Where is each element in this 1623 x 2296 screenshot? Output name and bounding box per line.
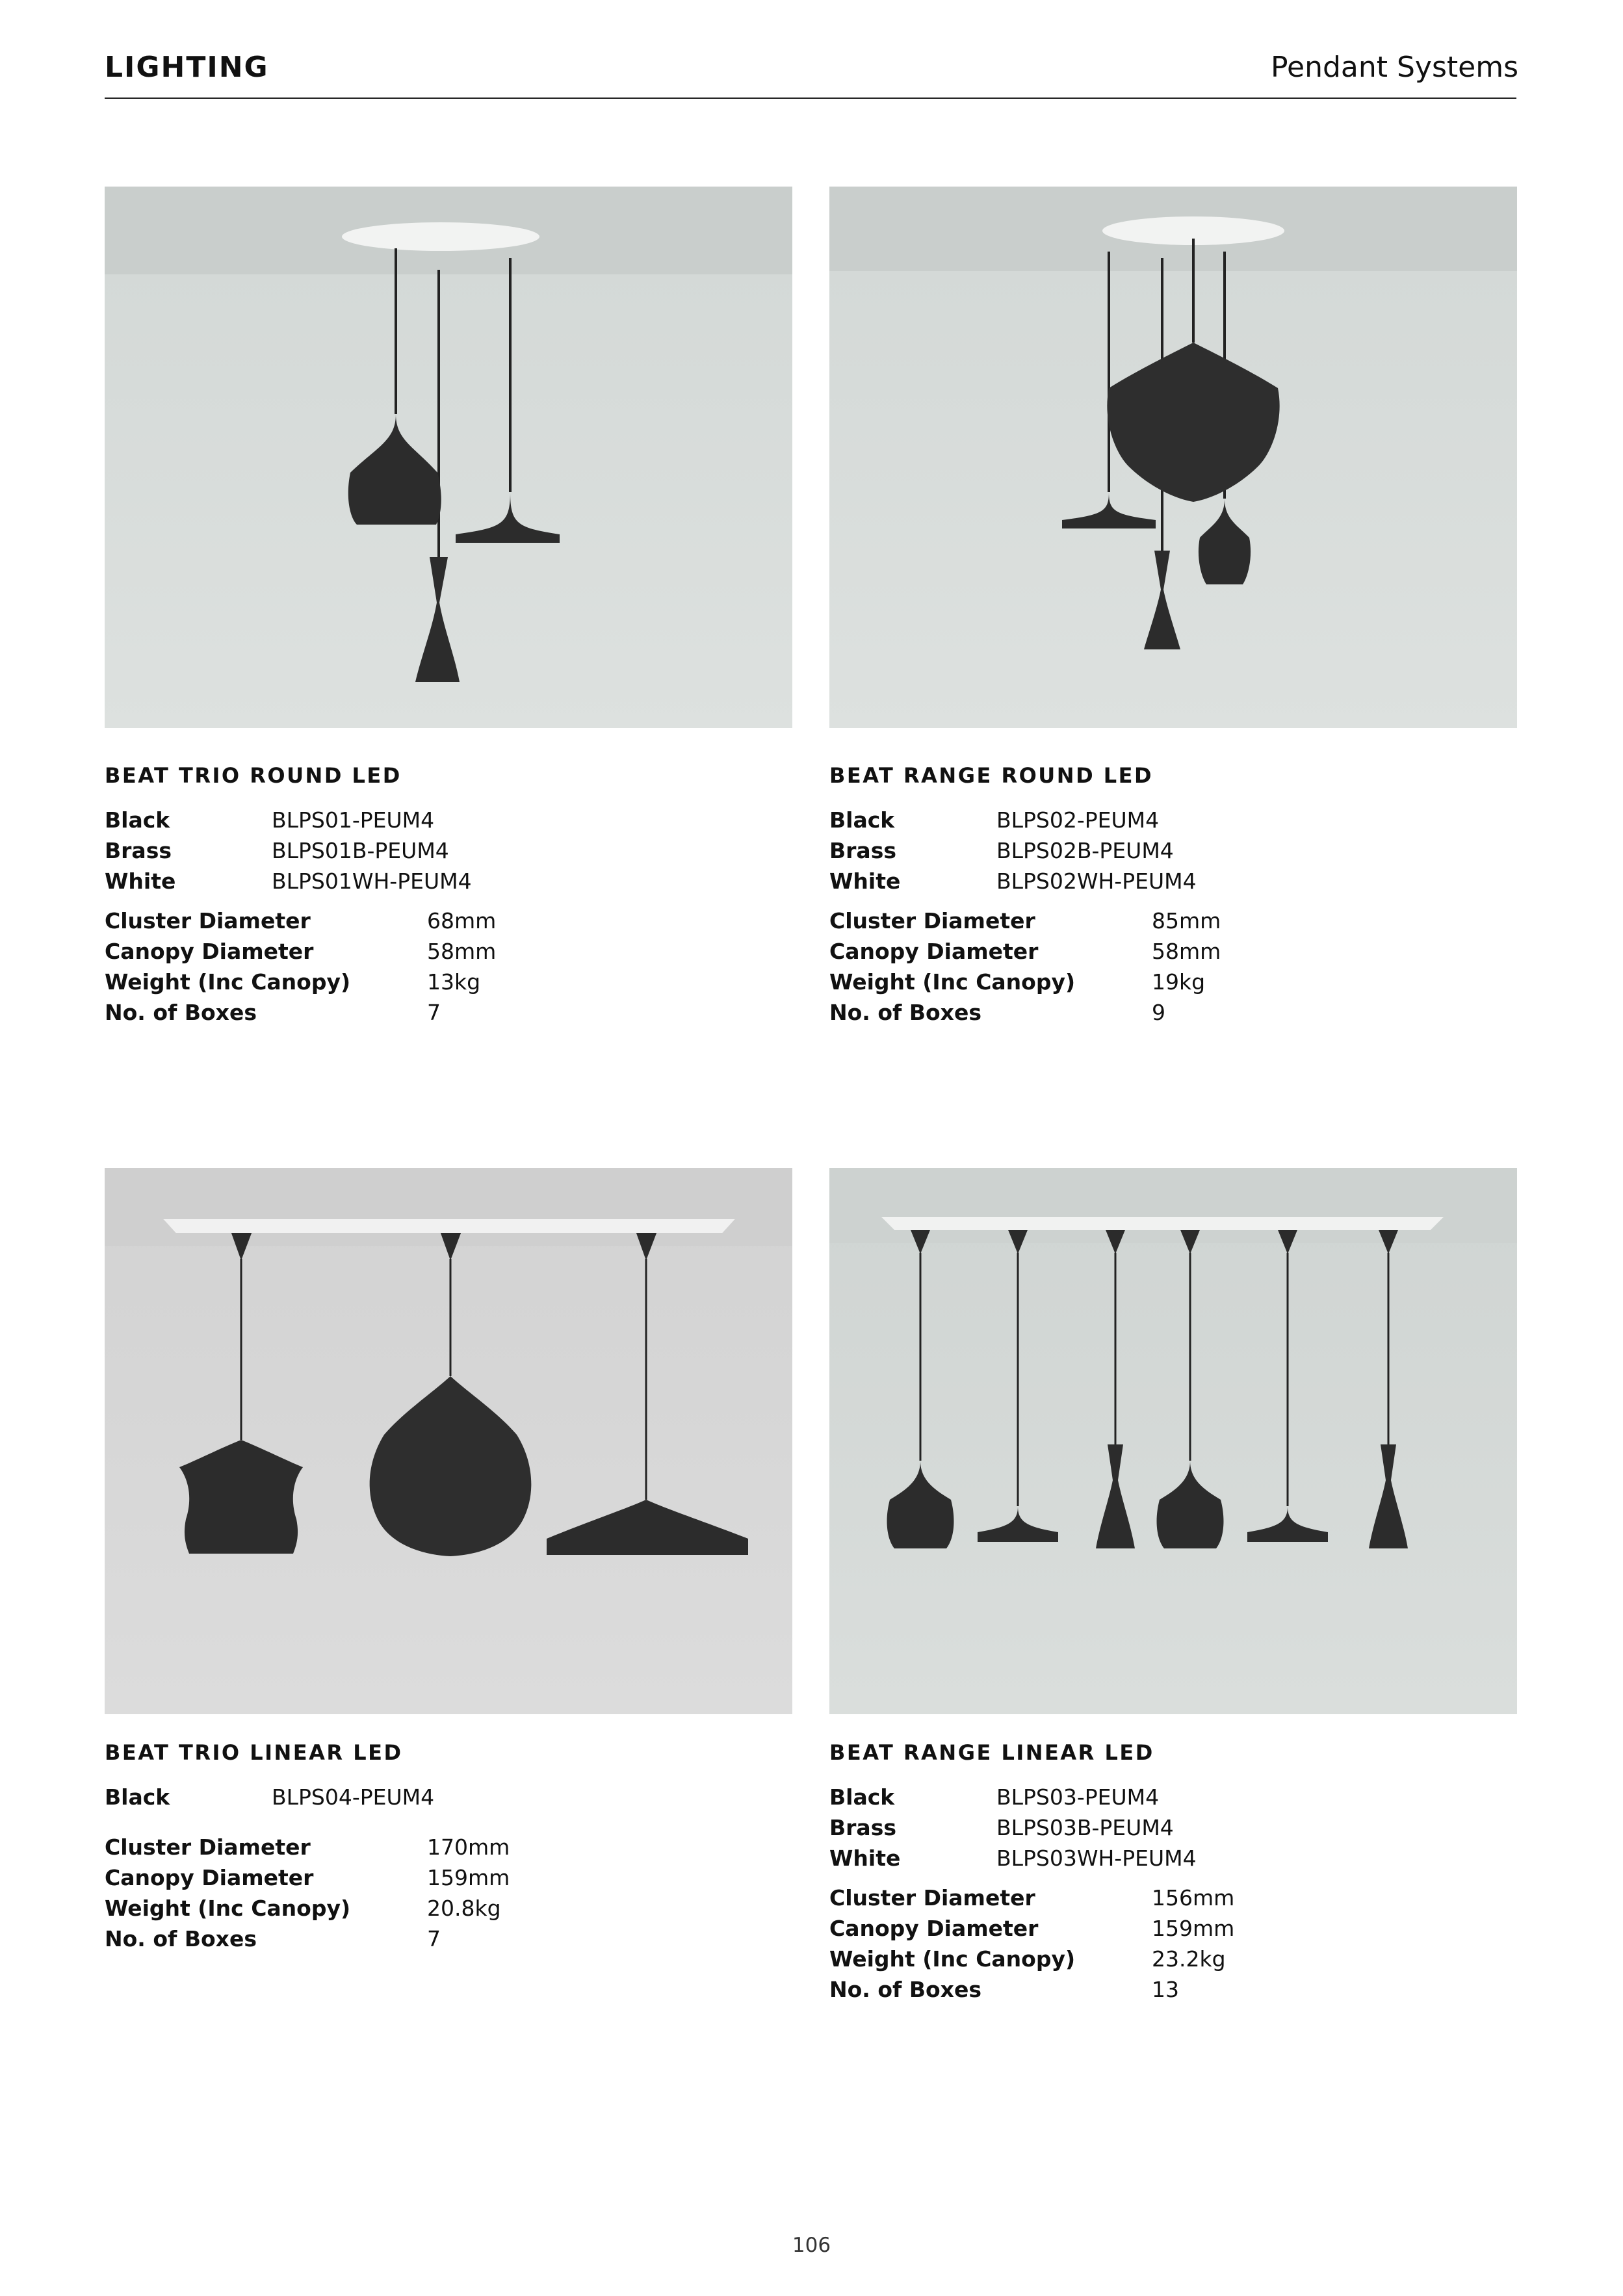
product-code: BLPS01WH-PEUM4 xyxy=(272,868,472,894)
section-title: LIGHTING xyxy=(105,51,269,84)
finish-row xyxy=(829,1815,1517,1846)
finish-label: White xyxy=(829,868,901,894)
finish-label: Black xyxy=(829,807,895,833)
spec-label: Weight (Inc Canopy) xyxy=(105,1896,351,1921)
finish-row xyxy=(105,838,792,868)
finish-row xyxy=(105,807,792,838)
spec-list xyxy=(105,908,792,1030)
finish-codes xyxy=(105,1784,792,1815)
spec-label: Canopy Diameter xyxy=(105,1865,314,1890)
finish-label: Black xyxy=(105,807,170,833)
spec-label: Cluster Diameter xyxy=(829,1885,1035,1911)
spec-label: Weight (Inc Canopy) xyxy=(829,1946,1076,1972)
spec-row xyxy=(105,1896,792,1926)
page-number: 106 xyxy=(792,2234,831,2257)
finish-row xyxy=(829,1784,1517,1815)
product-code: BLPS01-PEUM4 xyxy=(272,807,435,833)
product-title: BEAT TRIO LINEAR LED xyxy=(105,1740,403,1765)
spec-value: 19kg xyxy=(1152,969,1206,995)
spec-value: 85mm xyxy=(1152,908,1221,933)
product-title: BEAT TRIO ROUND LED xyxy=(105,763,402,788)
pendant-photo xyxy=(829,187,1517,728)
spec-row xyxy=(829,1946,1517,1977)
spec-value: 58mm xyxy=(427,939,497,964)
spec-row xyxy=(105,969,792,1000)
spec-value: 58mm xyxy=(1152,939,1221,964)
spec-label: Weight (Inc Canopy) xyxy=(829,969,1076,995)
product-code: BLPS03-PEUM4 xyxy=(996,1784,1160,1810)
finish-label: Black xyxy=(829,1784,895,1810)
product-code: BLPS03B-PEUM4 xyxy=(996,1815,1174,1840)
spec-row xyxy=(829,939,1517,969)
finish-row xyxy=(829,807,1517,838)
spec-row xyxy=(829,1000,1517,1030)
spec-label: Canopy Diameter xyxy=(829,1916,1039,1941)
finish-row xyxy=(829,1846,1517,1876)
finish-label: Brass xyxy=(105,838,172,863)
pendant-photo xyxy=(829,1168,1517,1714)
product-card xyxy=(105,187,792,1058)
spec-label: Cluster Diameter xyxy=(105,1834,311,1860)
spec-label: No. of Boxes xyxy=(829,1000,981,1025)
pendant-photo xyxy=(105,187,792,728)
spec-value: 13 xyxy=(1152,1977,1179,2002)
spec-value: 170mm xyxy=(427,1834,510,1860)
spec-list xyxy=(105,1834,792,1957)
spec-label: No. of Boxes xyxy=(105,1926,257,1951)
product-code: BLPS02WH-PEUM4 xyxy=(996,868,1197,894)
spec-row xyxy=(105,1865,792,1896)
spec-value: 20.8kg xyxy=(427,1896,501,1921)
product-title: BEAT RANGE LINEAR LED xyxy=(829,1740,1154,1765)
spec-list xyxy=(829,1885,1517,2007)
product-card xyxy=(105,1168,792,2039)
product-card xyxy=(829,1168,1517,2039)
spec-row xyxy=(829,1916,1517,1946)
spec-label: Weight (Inc Canopy) xyxy=(105,969,351,995)
spec-value: 156mm xyxy=(1152,1885,1235,1911)
spec-row xyxy=(829,1977,1517,2007)
finish-row xyxy=(829,868,1517,899)
product-code: BLPS03WH-PEUM4 xyxy=(996,1846,1197,1871)
spec-row xyxy=(105,908,792,939)
spec-row xyxy=(829,969,1517,1000)
finish-codes xyxy=(829,1784,1517,1876)
finish-row xyxy=(105,1784,792,1815)
finish-row xyxy=(105,868,792,899)
product-code: BLPS02-PEUM4 xyxy=(996,807,1160,833)
spec-label: No. of Boxes xyxy=(105,1000,257,1025)
spec-value: 13kg xyxy=(427,969,481,995)
finish-codes xyxy=(829,807,1517,899)
spec-list xyxy=(829,908,1517,1030)
spec-value: 159mm xyxy=(427,1865,510,1890)
spec-row xyxy=(105,939,792,969)
spec-label: Cluster Diameter xyxy=(105,908,311,933)
spec-value: 23.2kg xyxy=(1152,1946,1226,1972)
finish-label: Black xyxy=(105,1784,170,1810)
finish-label: Brass xyxy=(829,838,896,863)
finish-label: White xyxy=(105,868,176,894)
spec-value: 159mm xyxy=(1152,1916,1235,1941)
finish-label: White xyxy=(829,1846,901,1871)
spec-value: 7 xyxy=(427,1926,441,1951)
spec-row xyxy=(105,1834,792,1865)
header-divider xyxy=(105,98,1516,99)
product-card xyxy=(829,187,1517,1058)
spec-value: 7 xyxy=(427,1000,441,1025)
spec-label: No. of Boxes xyxy=(829,1977,981,2002)
product-title: BEAT RANGE ROUND LED xyxy=(829,763,1154,788)
spec-label: Canopy Diameter xyxy=(829,939,1039,964)
spec-value: 68mm xyxy=(427,908,497,933)
spec-row xyxy=(829,1885,1517,1916)
finish-row xyxy=(829,838,1517,868)
product-code: BLPS04-PEUM4 xyxy=(272,1784,435,1810)
finish-label: Brass xyxy=(829,1815,896,1840)
spec-row xyxy=(105,1926,792,1957)
spec-row xyxy=(105,1000,792,1030)
finish-codes xyxy=(105,807,792,899)
spec-label: Cluster Diameter xyxy=(829,908,1035,933)
product-code: BLPS02B-PEUM4 xyxy=(996,838,1174,863)
spec-label: Canopy Diameter xyxy=(105,939,314,964)
product-code: BLPS01B-PEUM4 xyxy=(272,838,449,863)
spec-value: 9 xyxy=(1152,1000,1165,1025)
section-subtitle: Pendant Systems xyxy=(1271,51,1518,84)
spec-row xyxy=(829,908,1517,939)
pendant-photo xyxy=(105,1168,792,1714)
